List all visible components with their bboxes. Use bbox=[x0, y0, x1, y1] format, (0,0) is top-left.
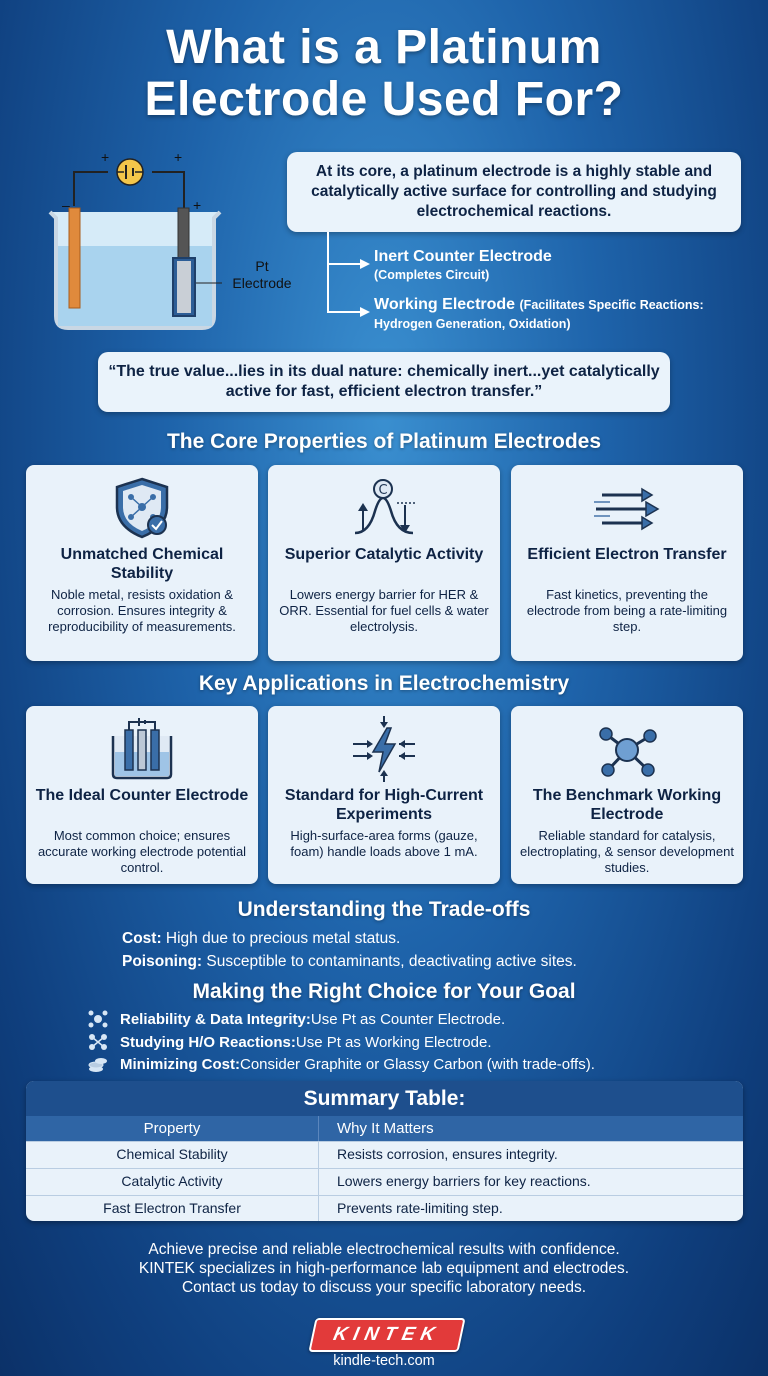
quote-box bbox=[98, 352, 670, 412]
application-desc: Most common choice; ensures accurate working electrode potential control. bbox=[37, 828, 247, 875]
branch-working-subtitle-2: Hydrogen Generation, Oxidation) bbox=[374, 317, 571, 331]
property-title: Superior Catalytic Activity bbox=[284, 546, 484, 563]
definition-text: At its core, a platinum electrode is a highly stable and catalytically active surface for controlling and studying electrochemical reactions. bbox=[311, 163, 717, 220]
application-title: The Benchmark Working Electrode bbox=[532, 787, 722, 823]
footer-text bbox=[0, 1240, 768, 1297]
choice-text: Consider Graphite or Glassy Carbon (with trade-offs). bbox=[240, 1055, 595, 1073]
branch-working bbox=[374, 295, 762, 334]
molecule-icon bbox=[592, 716, 662, 782]
fast-arrows-icon bbox=[592, 475, 662, 541]
properties-heading: The Core Properties of Platinum Electrodes bbox=[166, 430, 602, 453]
footer-line-1: Achieve precise and reliable electrochemical results with confidence. bbox=[148, 1241, 620, 1258]
high-current-icon bbox=[349, 716, 419, 782]
quote-text: “The true value...lies in its dual nature: chemically inert...yet catalytically active for fast, efficient electron transfer.” bbox=[108, 363, 660, 400]
application-desc: Reliable standard for catalysis, electroplating, & sensor development studies. bbox=[520, 828, 734, 875]
table-row bbox=[26, 1195, 743, 1221]
footer-line-2: KINTEK specializes in high-performance lab equipment and electrodes. bbox=[138, 1260, 630, 1277]
branch-counter-title: Inert Counter Electrode bbox=[374, 248, 552, 265]
tradeoff-label: Cost: bbox=[122, 930, 162, 947]
coins-icon bbox=[88, 1055, 108, 1073]
branch-working-subtitle: (Facilitates Specific Reactions: bbox=[519, 298, 704, 312]
kintek-logo[interactable]: KINTEK bbox=[308, 1318, 465, 1352]
property-card-catalytic bbox=[268, 465, 500, 661]
applications-heading: Key Applications in Electrochemistry bbox=[198, 672, 570, 695]
table-cell: Resists corrosion, ensures integrity. bbox=[337, 1146, 558, 1162]
title-line-1: What is a Platinum bbox=[166, 21, 602, 74]
table-cell: Chemical Stability bbox=[26, 1142, 319, 1168]
application-card-counter bbox=[26, 706, 258, 884]
application-card-highcurrent bbox=[268, 706, 500, 884]
svg-text:C: C bbox=[378, 483, 388, 498]
choice-text: Use Pt as Working Electrode. bbox=[295, 1033, 492, 1051]
page-title bbox=[0, 22, 768, 126]
property-title: Efficient Electron Transfer bbox=[527, 546, 727, 563]
choice-cost bbox=[88, 1055, 595, 1073]
nodes-icon bbox=[88, 1033, 108, 1051]
table-cell: Catalytic Activity bbox=[26, 1169, 319, 1195]
catalyst-energy-icon bbox=[349, 475, 419, 541]
website-link[interactable]: kindle-tech.com bbox=[333, 1353, 435, 1369]
choice-label: Minimizing Cost: bbox=[120, 1055, 240, 1073]
choice-label: Studying H/O Reactions: bbox=[120, 1033, 296, 1051]
pt-electrode-label bbox=[222, 258, 302, 292]
table-cell: Fast Electron Transfer bbox=[26, 1196, 319, 1221]
pt-label-line-1: Pt bbox=[255, 258, 269, 274]
choice-reliability bbox=[88, 1010, 505, 1028]
tradeoff-poisoning bbox=[122, 953, 577, 971]
tradeoff-cost bbox=[122, 930, 400, 948]
footer-line-3: Contact us today to discuss your specific laboratory needs. bbox=[181, 1279, 587, 1296]
shield-network-icon bbox=[107, 475, 177, 541]
plus-right-label: + bbox=[174, 149, 183, 165]
property-card-stability bbox=[26, 465, 258, 661]
branch-counter bbox=[374, 247, 552, 285]
beaker-diagram bbox=[44, 148, 304, 334]
definition-box bbox=[287, 152, 741, 232]
property-desc: Lowers energy barrier for HER & ORR. Essential for fuel cells & water electrolysis. bbox=[279, 587, 489, 634]
property-desc: Fast kinetics, preventing the electrode from being a rate-limiting step. bbox=[526, 587, 728, 634]
property-card-transfer bbox=[511, 465, 743, 661]
title-line-2: Electrode Used For? bbox=[144, 73, 624, 126]
choice-heading: Making the Right Choice for Your Goal bbox=[192, 980, 576, 1003]
header-property: Property bbox=[26, 1116, 319, 1141]
table-cell: Prevents rate-limiting step. bbox=[337, 1200, 503, 1216]
choice-text: Use Pt as Counter Electrode. bbox=[310, 1010, 506, 1028]
summary-table-header bbox=[26, 1116, 743, 1141]
property-title: Unmatched Chemical Stability bbox=[60, 546, 224, 582]
application-desc: High-surface-area forms (gauze, foam) handle loads above 1 mA. bbox=[290, 828, 478, 859]
table-row bbox=[26, 1141, 743, 1168]
application-title: Standard for High-Current Experiments bbox=[284, 787, 484, 823]
branch-counter-subtitle: (Completes Circuit) bbox=[374, 268, 490, 282]
plus-electrode-label: + bbox=[193, 197, 202, 213]
property-desc: Noble metal, resists oxidation & corrosion. Ensures integrity & reproducibility of measurements. bbox=[48, 587, 236, 634]
application-title: The Ideal Counter Electrode bbox=[35, 787, 249, 804]
tradeoffs-heading: Understanding the Trade-offs bbox=[237, 898, 531, 921]
table-row bbox=[26, 1168, 743, 1195]
minus-left-label: – bbox=[62, 197, 70, 213]
network-icon bbox=[88, 1010, 108, 1028]
choice-ho-reactions bbox=[88, 1033, 492, 1051]
summary-table bbox=[26, 1081, 743, 1221]
pt-label-line-2: Electrode bbox=[232, 275, 292, 291]
branch-connector bbox=[320, 232, 376, 320]
electrochemical-cell-icon bbox=[107, 716, 177, 782]
summary-table-title: Summary Table: bbox=[26, 1081, 743, 1116]
branch-working-title: Working Electrode bbox=[374, 296, 516, 313]
plus-left-label: + bbox=[101, 149, 110, 165]
table-cell: Lowers energy barriers for key reactions. bbox=[337, 1173, 591, 1189]
tradeoff-label: Poisoning: bbox=[122, 953, 203, 970]
header-why: Why It Matters bbox=[337, 1120, 434, 1137]
application-card-benchmark bbox=[511, 706, 743, 884]
tradeoff-text: High due to precious metal status. bbox=[161, 930, 401, 947]
choice-label: Reliability & Data Integrity: bbox=[120, 1010, 311, 1028]
tradeoff-text: Susceptible to contaminants, deactivating active sites. bbox=[202, 953, 577, 970]
